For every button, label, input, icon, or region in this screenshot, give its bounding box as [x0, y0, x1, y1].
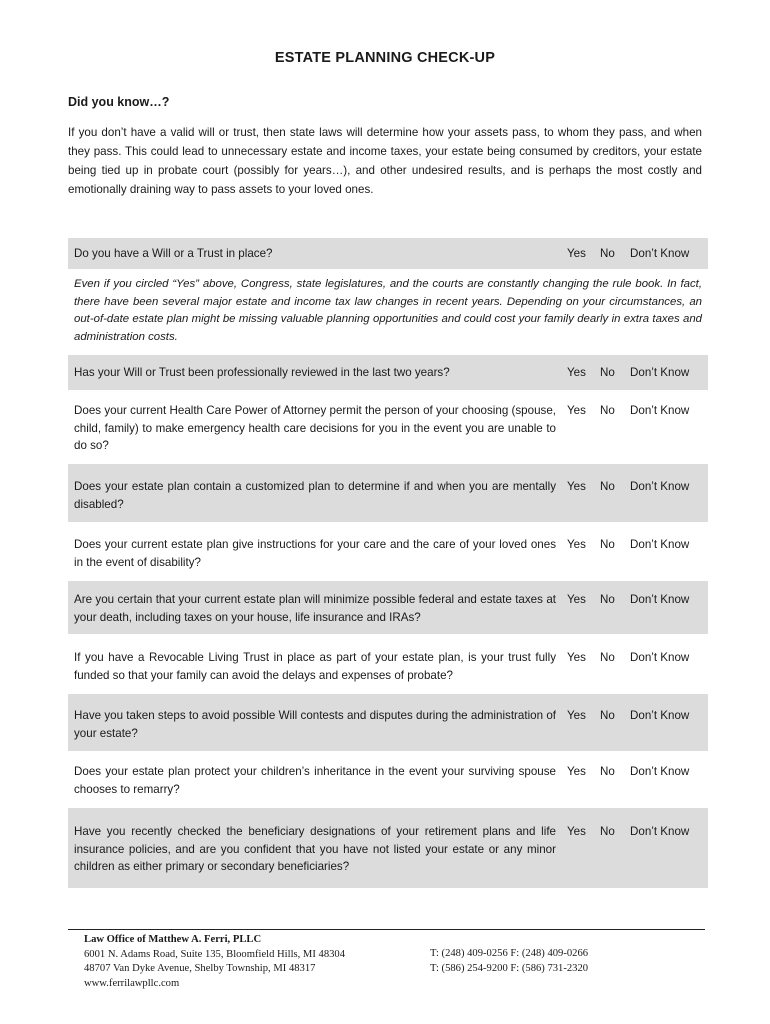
dont-know-option[interactable]: Don’t Know	[630, 480, 690, 493]
question-row	[68, 808, 708, 888]
no-option[interactable]: No	[600, 480, 615, 493]
question-text: Does your estate plan protect your children’s inheritance in the event your surviving spouse chooses to remarry?	[74, 765, 556, 796]
question-row	[68, 355, 708, 390]
yes-option[interactable]: Yes	[567, 825, 586, 838]
no-option[interactable]: No	[600, 825, 615, 838]
footer-address-block	[84, 933, 345, 991]
intro-paragraph: If you don’t have a valid will or trust, then state laws will determine how your assets pass, to whom they pass, and when they pass. This could lead to unnecessary estate and income taxes, your estate being consumed by creditors, your estate being tied up in probate court (possibly for years…), and other undesired results, and is perhaps the most costly and emotionally draining way to pass assets to your loved ones.	[68, 126, 702, 196]
yes-option[interactable]: Yes	[567, 765, 586, 778]
no-option[interactable]: No	[600, 593, 615, 606]
yes-option[interactable]: Yes	[567, 651, 586, 664]
question-text: Does your current Health Care Power of Attorney permit the person of your choosing (spouse, child, family) to make emergency health care decisions for you in the event you are unable to do so?	[74, 404, 556, 452]
question-row	[68, 694, 708, 751]
question-row	[68, 522, 708, 581]
address-line: 48707 Van Dyke Avenue, Shelby Township, MI 48317	[84, 963, 316, 975]
yes-option[interactable]: Yes	[567, 709, 586, 722]
page-title: ESTATE PLANNING CHECK-UP	[274, 50, 496, 66]
question-row	[68, 238, 708, 269]
address-line: 6001 N. Adams Road, Suite 135, Bloomfield Hills, MI 48304	[84, 948, 346, 960]
no-option[interactable]: No	[600, 651, 615, 664]
question-row	[68, 581, 708, 634]
no-option[interactable]: No	[600, 404, 615, 417]
question-text: Have you taken steps to avoid possible Will contests and disputes during the administration of your estate?	[74, 709, 556, 740]
question-text: If you have a Revocable Living Trust in place as part of your estate plan, is your trust fully funded so that your family can avoid the delays and expenses of probate?	[74, 651, 556, 682]
dont-know-option[interactable]: Don’t Know	[630, 366, 690, 379]
yes-option[interactable]: Yes	[567, 366, 586, 379]
yes-option[interactable]: Yes	[567, 593, 586, 606]
dont-know-option[interactable]: Don’t Know	[630, 709, 690, 722]
dont-know-option[interactable]: Don’t Know	[630, 247, 690, 260]
no-option[interactable]: No	[600, 247, 615, 260]
dont-know-option[interactable]: Don’t Know	[630, 825, 690, 838]
question-row	[68, 751, 708, 808]
footer-divider	[68, 929, 705, 930]
question-text: Have you recently checked the beneficiary designations of your retirement plans and life insurance policies, and are you confident that you have not listed your estate or any minor children as either primary or secondary beneficiaries?	[74, 825, 556, 873]
subheading: Did you know…?	[68, 95, 170, 109]
question-row	[68, 634, 708, 694]
dont-know-option[interactable]: Don’t Know	[630, 651, 690, 664]
no-option[interactable]: No	[600, 709, 615, 722]
question-text: Does your current estate plan give instructions for your care and the care of your loved ones in the event of disability?	[74, 538, 556, 569]
firm-name: Law Office of Matthew A. Ferri, PLLC	[84, 934, 262, 945]
question-text: Are you certain that your current estate plan will minimize possible federal and estate taxes at your death, including taxes on your house, life insurance and IRAs?	[74, 593, 556, 624]
question-row	[68, 390, 708, 464]
no-option[interactable]: No	[600, 538, 615, 551]
no-option[interactable]: No	[600, 765, 615, 778]
yes-option[interactable]: Yes	[567, 538, 586, 551]
dont-know-option[interactable]: Don’t Know	[630, 404, 690, 417]
phone-line: T: (586) 254-9200 F: (586) 731-2320	[430, 962, 589, 974]
phone-line: T: (248) 409-0256 F: (248) 409-0266	[430, 948, 589, 959]
no-option[interactable]: No	[600, 366, 615, 379]
note-paragraph: Even if you circled “Yes” above, Congress, state legislatures, and the courts are constantly changing the rule book. In fact, there have been several major estate and income tax law changes in recent years. Depending on your circumstances, an out-of-date estate plan might be missing valuable planning opportunities and could cost your family dearly in extra taxes and administration costs.	[74, 278, 702, 344]
dont-know-option[interactable]: Don’t Know	[630, 765, 690, 778]
yes-option[interactable]: Yes	[567, 247, 586, 260]
website-link[interactable]: www.ferrilawpllc.com	[84, 977, 180, 989]
dont-know-option[interactable]: Don’t Know	[630, 593, 690, 606]
yes-option[interactable]: Yes	[567, 404, 586, 417]
dont-know-option[interactable]: Don’t Know	[630, 538, 690, 551]
question-text: Has your Will or Trust been professionally reviewed in the last two years?	[74, 366, 450, 379]
question-text: Do you have a Will or a Trust in place?	[74, 247, 273, 260]
question-text: Does your estate plan contain a customized plan to determine if and when you are mentally disabled?	[74, 480, 556, 511]
question-row	[68, 464, 708, 522]
yes-option[interactable]: Yes	[567, 480, 586, 493]
footer-contact-block	[430, 947, 588, 976]
